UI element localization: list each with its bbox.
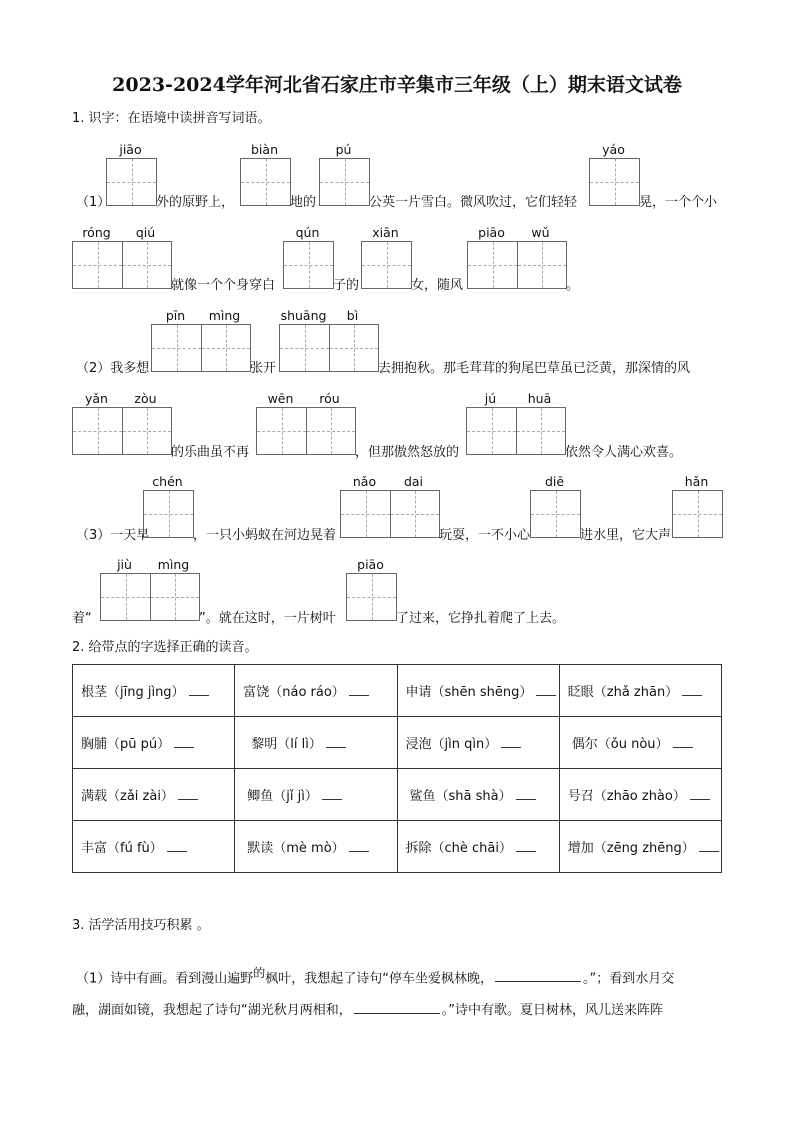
q3-text: 的 [253,966,266,980]
sentence-text: ，一只小蚂蚁在河边晃着 [193,528,337,543]
sentence-text: 去拥抱秋。那毛茸茸的狗尾巴草虽已泛黄，那深情的风 [378,361,691,376]
table-row [73,717,722,769]
pinyin-label: piāo [357,557,384,572]
poem-answer-blank[interactable] [495,968,581,982]
writing-grid[interactable] [240,158,291,206]
sentence-text: 公英一片雪白。微风吹过，它们轻轻 [369,195,578,210]
sentence-text: 晃，一个个小 [639,195,718,210]
table-row [73,821,722,873]
sentence-text: （2）我多想 [76,361,150,376]
answer-blank[interactable] [516,839,536,852]
table-cell[interactable] [559,769,721,821]
answer-blank[interactable] [167,839,187,852]
pinyin-label: shuāng [280,308,327,323]
q3-paragraph-line [72,1000,663,1019]
pinyin-label: mìng [208,308,241,323]
poem-answer-blank[interactable] [354,1000,440,1014]
pinyin-label: dai [403,474,424,489]
pinyin-label: nǎo [352,474,377,489]
pronunciation-option: 丰富（fú fù） [81,841,163,856]
sentence-text: （1） [76,195,111,210]
q3-heading: 3. 活学活用技巧积累 。 [72,918,210,933]
pronunciation-option: 申请（shēn shēng） [405,685,533,700]
table-cell[interactable] [397,665,559,717]
table-cell[interactable] [235,717,397,769]
pronunciation-option: 鲫鱼（jǐ jì） [247,789,318,804]
q3-text: （1）诗中有画。看到漫山遍野 [76,971,254,987]
pinyin-label: yǎn [85,391,108,406]
sentence-text: 依然令人满心欢喜。 [565,445,683,460]
sentence-text: 玩耍，一不小心 [439,528,531,543]
writing-grid[interactable] [361,241,412,289]
pronunciation-option: 鲨鱼（shā shà） [409,789,512,804]
pronunciation-option: 增加（zēng zhēng） [567,841,695,856]
writing-grid[interactable] [466,407,566,455]
table-cell[interactable] [73,769,235,821]
table-cell[interactable] [235,821,397,873]
pinyin-label: jú [484,391,497,406]
table-cell[interactable] [73,821,235,873]
pinyin-label: mìng [157,557,190,572]
sentence-text: 进水里，它大声 [580,528,672,543]
writing-grid[interactable] [530,490,581,538]
writing-grid[interactable] [589,158,640,206]
pinyin-label: huā [527,391,552,406]
sentence-text: ”。就在这时，一片树叶 [199,611,336,626]
pinyin-label: bì [346,308,359,323]
table-cell[interactable] [235,665,397,717]
sentence-text: 张开 [250,361,277,376]
pronunciation-option: 黎明（lí lì） [251,737,322,752]
writing-grid[interactable] [283,241,334,289]
pronunciation-option: 默读（mè mò） [247,841,345,856]
table-cell[interactable] [397,717,559,769]
answer-blank[interactable] [322,787,342,800]
pinyin-label: piāo [478,225,505,240]
pinyin-label: qún [295,225,320,240]
page-title: 2023-2024学年河北省石家庄市辛集市三年级（上）期末语文试卷 [112,74,682,96]
answer-blank[interactable] [189,683,209,696]
q3-text: 。”诗中有歌。夏日树林，风儿送来阵阵 [441,1003,663,1018]
q3-text: 。”；看到水月交 [583,971,675,987]
writing-grid[interactable] [106,158,157,206]
table-cell[interactable] [73,717,235,769]
table-row [73,769,722,821]
answer-blank[interactable] [682,683,702,696]
writing-grid[interactable] [672,490,723,538]
answer-blank[interactable] [699,839,719,852]
pronunciation-option: 拆除（chè chāi） [405,841,512,856]
pronunciation-option: 号召（zhāo zhào） [567,789,686,804]
sentence-text: 地的 [290,195,317,210]
pronunciation-option: 偶尔（ǒu nòu） [571,737,669,752]
writing-grid[interactable] [346,573,397,621]
table-cell[interactable] [235,769,397,821]
pronunciation-option: 浸泡（jìn qìn） [405,737,498,752]
writing-grid[interactable] [100,573,200,621]
q2-heading: 2. 给带点的字选择正确的读音。 [72,640,258,655]
answer-blank[interactable] [690,787,710,800]
answer-blank[interactable] [536,683,556,696]
q3-text: 枫叶，我想起了诗句“停车坐爱枫林晚， [265,971,494,987]
sentence-text: 。 [566,278,580,293]
answer-blank[interactable] [349,683,369,696]
answer-blank[interactable] [673,735,693,748]
sentence-text: ，但那傲然怒放的 [355,445,460,460]
answer-blank[interactable] [516,787,536,800]
q1-heading: 1. 识字：在语境中读拼音写词语。 [72,111,271,126]
answer-blank[interactable] [326,735,346,748]
sentence-text: 的乐曲虽不再 [171,445,250,460]
pinyin-label: pīn [165,308,186,323]
writing-grid[interactable] [467,241,567,289]
table-cell[interactable] [397,769,559,821]
sentence-text: 子的 [333,278,360,293]
pronunciation-option: 满载（zǎi zài） [81,789,174,804]
pronunciation-option: 富饶（náo ráo） [243,685,345,700]
table-cell[interactable] [559,821,721,873]
writing-grid[interactable] [279,324,379,372]
pinyin-label: biàn [251,142,278,157]
reading-table [72,664,722,873]
pinyin-label: wǔ [531,225,550,240]
writing-grid[interactable] [256,407,356,455]
pinyin-label: jiù [117,557,132,572]
pinyin-label: zòu [134,391,157,406]
pinyin-label: yáo [602,142,625,157]
table-cell[interactable] [559,665,721,717]
writing-grid[interactable] [72,241,172,289]
pronunciation-option: 胸脯（pū pú） [81,737,171,752]
pinyin-label: hǎn [684,474,709,489]
pinyin-label: qiú [135,225,156,240]
q3-paragraph-line [76,965,674,987]
pinyin-label: róu [319,391,340,406]
writing-grid[interactable] [143,490,194,538]
pronunciation-option: 眨眼（zhǎ zhān） [567,685,679,700]
table-cell[interactable] [397,821,559,873]
writing-grid[interactable] [340,490,440,538]
pinyin-label: jiāo [119,142,142,157]
sentence-text: （3）一天早 [76,528,150,543]
sentence-text: 就像一个个身穿白 [171,278,276,293]
table-cell[interactable] [73,665,235,717]
pronunciation-option: 根茎（jīng jìng） [81,685,185,700]
pinyin-label: chén [152,474,183,489]
answer-blank[interactable] [501,735,521,748]
answer-blank[interactable] [178,787,198,800]
table-row [73,665,722,717]
pinyin-label: pú [335,142,352,157]
q3-text: 融，湖面如镜，我想起了诗句“湖光秋月两相和， [72,1003,352,1018]
answer-blank[interactable] [174,735,194,748]
sentence-text: 女，随风 [411,278,464,293]
pinyin-label: wēn [267,391,294,406]
pinyin-label: diē [544,474,565,489]
sentence-text: 了过来，它挣扎着爬了上去。 [396,611,566,626]
pinyin-label: xiān [372,225,399,240]
sentence-text: 着“ [72,611,92,626]
writing-grid[interactable] [151,324,251,372]
pinyin-label: róng [82,225,111,240]
answer-blank[interactable] [349,839,369,852]
table-cell[interactable] [559,717,721,769]
writing-grid[interactable] [319,158,370,206]
writing-grid[interactable] [72,407,172,455]
sentence-text: 外的原野上， [156,195,235,210]
